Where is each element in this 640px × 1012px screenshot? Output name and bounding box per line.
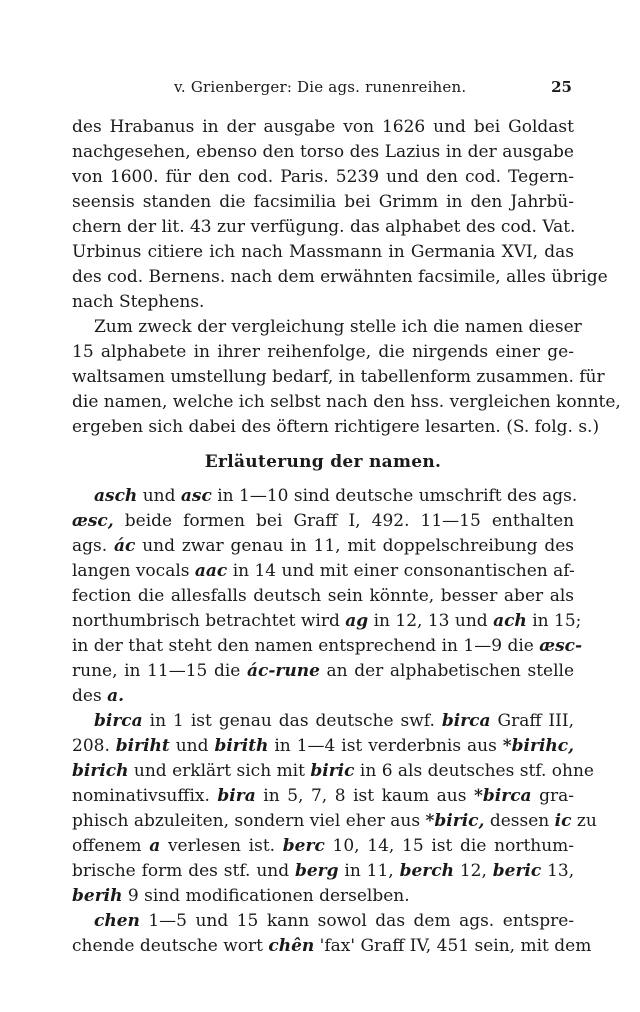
rune-name: a — [149, 836, 161, 856]
text-line: die namen, welche ich selbst nach den hss. vergleichen konnte, — [72, 392, 621, 412]
text-line: Zum zweck der vergleichung stelle ich die namen dieser — [94, 317, 582, 337]
rune-name: berc — [282, 836, 325, 856]
rune-name: *birihc, — [502, 736, 575, 756]
rune-name: birith — [214, 736, 269, 756]
text-line: ergeben sich dabei des öftern richtigere lesarten. (S. folg. s.) — [72, 417, 600, 437]
rune-name: berch — [399, 861, 454, 881]
text-line: in der that steht den namen entsprechend in 1—9 die æsc- — [72, 636, 583, 656]
rune-name: ác-rune — [246, 661, 320, 681]
section-heading: Erläuterung der namen. — [204, 452, 442, 472]
rune-name: a. — [107, 686, 125, 706]
rune-name: biric — [310, 761, 355, 781]
rune-name: biriht — [115, 736, 170, 756]
rune-name: birca — [441, 711, 491, 731]
rune-name: berg — [294, 861, 339, 881]
rune-name: chen — [94, 911, 140, 931]
text-line: langen vocals aac in 14 und mit einer consonantischen af- — [72, 561, 575, 581]
text-line: berih 9 sind modificationen derselben. — [72, 886, 410, 906]
rune-name: æsc- — [539, 636, 583, 656]
text-line: ags. ác und zwar genau in 11, mit doppelschreibung des — [72, 536, 575, 556]
rune-name: chên — [268, 936, 315, 956]
rune-name: bira — [217, 786, 256, 806]
page-number: 25 — [551, 78, 572, 96]
text-line: northumbrisch betrachtet wird ag in 12, 13 und ach in 15; — [72, 611, 582, 631]
text-line: 15 alphabete in ihrer reihenfolge, die nirgends einer ge- — [72, 342, 574, 362]
rune-name: birca — [94, 711, 143, 731]
text-line: birich und erklärt sich mit biric in 6 als deutsches stf. ohne — [72, 761, 594, 781]
text-line: nominativsuffix. bira in 5, 7, 8 ist kaum aus *birca gra- — [72, 786, 574, 806]
rune-name: ic — [554, 811, 572, 831]
rune-name: birich — [72, 761, 129, 781]
text-line: birca in 1 ist genau das deutsche swf. birca Graff III, — [94, 711, 574, 731]
text-line: des Hrabanus in der ausgabe von 1626 und bei Goldast — [72, 117, 574, 137]
text-line: brische form des stf. und berg in 11, berch 12, beric 13, — [72, 861, 575, 881]
rune-name: *biric, — [425, 811, 485, 831]
running-title: v. Grienberger: Die ags. runenreihen. — [174, 78, 467, 96]
rune-name: ag — [345, 611, 369, 631]
rune-name: beric — [492, 861, 542, 881]
text-line: seensis standen die facsimilia bei Grimm in den Jahrbü- — [72, 192, 574, 212]
text-line: phisch abzuleiten, sondern viel eher aus *biric, dessen ic zu — [72, 811, 597, 831]
text-line: æsc, beide formen bei Graff I, 492. 11—15 enthalten — [72, 511, 575, 531]
rune-name: aac — [194, 561, 228, 581]
text-line: von 1600. für den cod. Paris. 5239 und den cod. Tegern- — [72, 167, 574, 187]
rune-name: ác — [114, 536, 136, 556]
text-line: nachgesehen, ebenso den torso des Lazius in der ausgabe — [72, 142, 574, 162]
rune-name: ach — [493, 611, 527, 631]
text-line: rune, in 11—15 die ác-rune an der alphabetischen stelle — [72, 661, 575, 681]
text-line: offenem a verlesen ist. berc 10, 14, 15 ist die northum- — [72, 836, 575, 856]
text-line: des cod. Bernens. nach dem erwähnten facsimile, alles übrige — [72, 267, 608, 287]
rune-name: asc — [180, 486, 212, 506]
running-header — [72, 78, 574, 100]
rune-name: *birca — [474, 786, 532, 806]
rune-name: æsc, — [72, 511, 114, 531]
text-line: 208. biriht und birith in 1—4 ist verderbnis aus *birihc, — [72, 736, 575, 756]
text-line: waltsamen umstellung bedarf, in tabellenform zusammen. für — [72, 367, 605, 387]
text-line: chende deutsche wort chên 'fax' Graff IV, 451 sein, mit dem — [72, 936, 592, 956]
text-line: fection die allesfalls deutsch sein könnte, besser aber als — [72, 586, 574, 606]
text-line: des a. — [72, 686, 125, 706]
rune-name: berih — [72, 886, 123, 906]
text-line: asch und asc in 1—10 sind deutsche umschrift des ags. — [94, 486, 578, 506]
text-line: chern der lit. 43 zur verfügung. das alphabet des cod. Vat. — [72, 217, 576, 237]
rune-name: asch — [94, 486, 138, 506]
text-line: nach Stephens. — [72, 292, 205, 312]
text-line: chen 1—5 und 15 kann sowol das dem ags. entspre- — [94, 911, 575, 931]
text-line: Urbinus citiere ich nach Massmann in Germania XVI, das — [72, 242, 574, 262]
